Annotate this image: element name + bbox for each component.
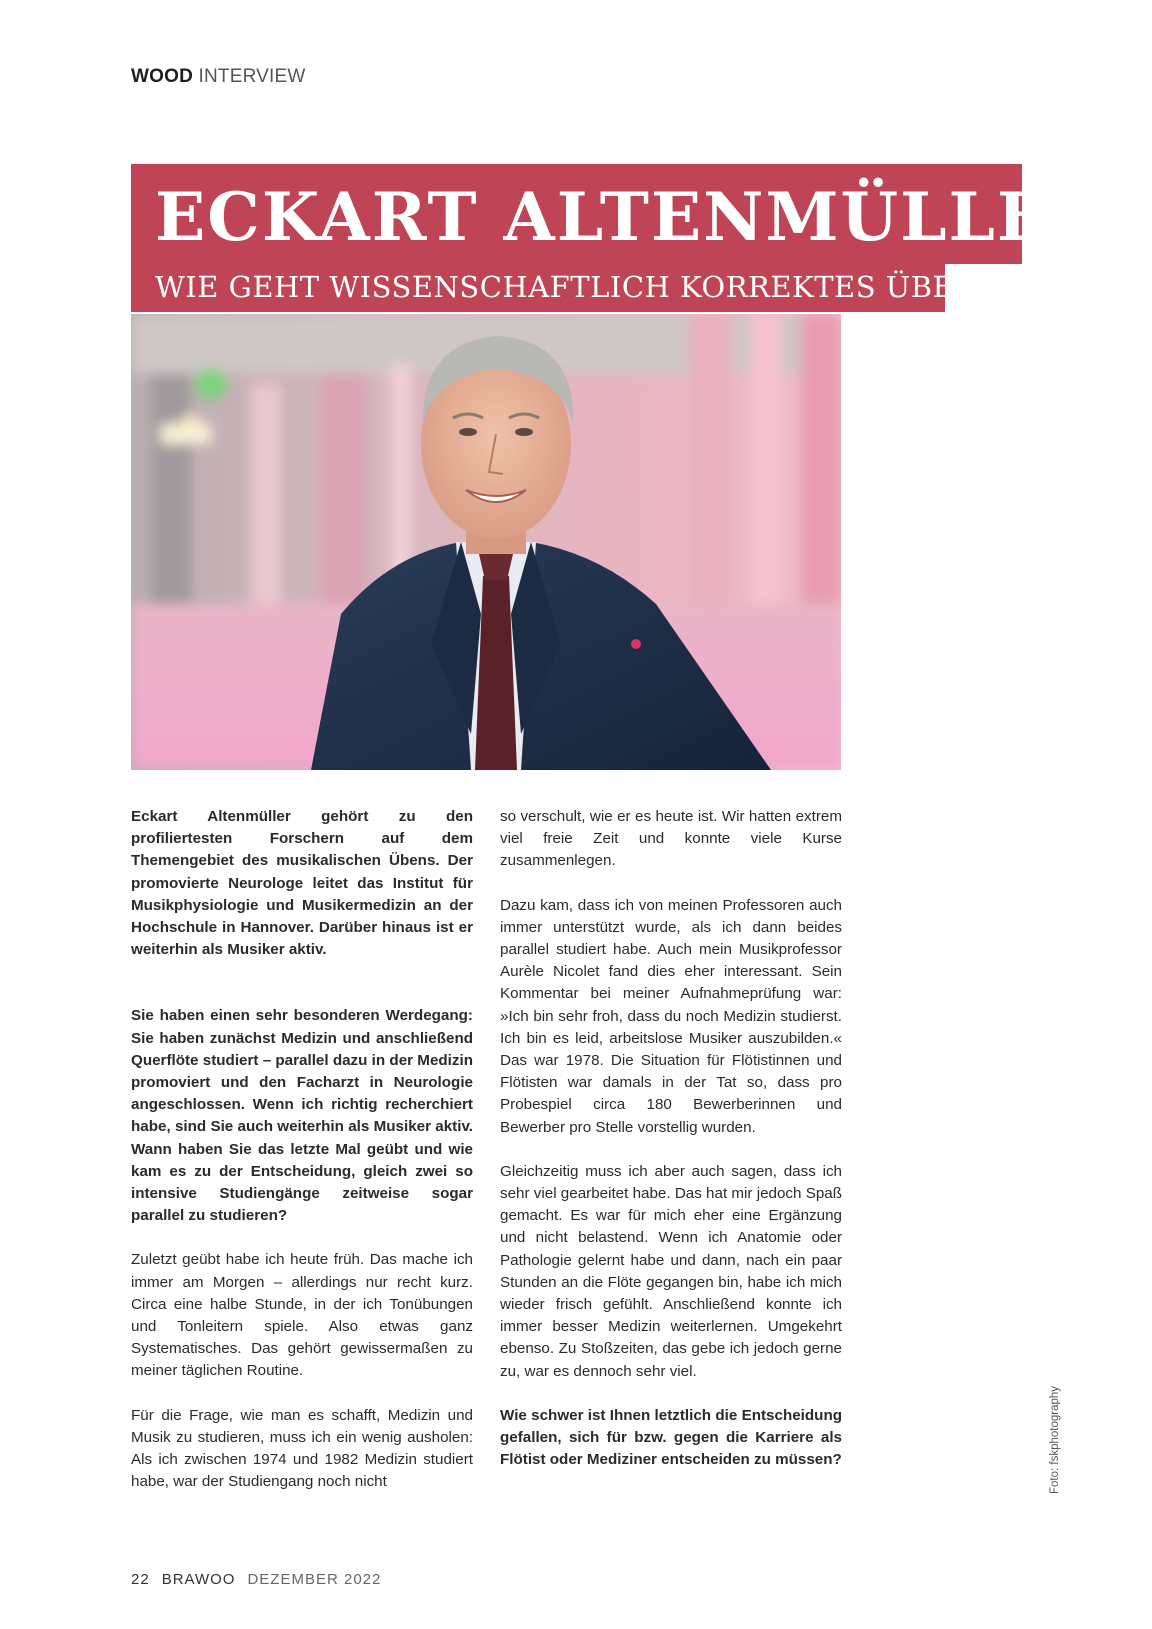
- article-title: ECKART ALTENMÜLLER: [155, 178, 1107, 256]
- page-footer: [131, 1571, 393, 1588]
- interview-question: Wie schwer ist Ihnen letztlich die Entscheidung gefallen, sich für bzw. gegen die Karriere als Flötist oder Mediziner entscheiden zu müssen?: [500, 1406, 842, 1469]
- answer-paragraph: Gleichzeitig muss ich aber auch sagen, dass ich sehr viel gearbeitet habe. Das hat mir jedoch Spaß gemacht. Es war für mich eher eine Ergänzung und nicht belastend. Wenn ich Anatomie oder Pathologie gelernt habe und dann, nach ein paar Stunden an die Flöte gegangen bin, habe ich mich wieder frisch gefühlt. Anschließend konnte ich immer besser Medizin weiterlernen. Umgekehrt ebenso. Zu Stoßzeiten, das gebe ich jedoch gerne zu, war es dennoch sehr viel.: [500, 1162, 842, 1380]
- article-subtitle: WIE GEHT WISSENSCHAFTLICH KORREKTES ÜBEN?: [155, 270, 997, 304]
- photo-credit: Foto: fskphotography: [1049, 1385, 1061, 1494]
- subtitle-bar: [131, 264, 997, 312]
- section-label-strong: WOOD: [131, 66, 194, 87]
- answer-paragraph: so verschult, wie er es heute ist. Wir hatten extrem viel freie Zeit und konnte viele Kurse zusammenlegen.: [500, 808, 842, 870]
- page-number: 22: [131, 1571, 150, 1588]
- interview-question: Sie haben einen sehr besonderen Werdegang: Sie haben zunächst Medizin und anschließend Querflöte studiert – parallel dazu in der Medizin promoviert und den Facharzt in Neurologie angeschlossen. Wenn ich richtig recherchiert habe, sind Sie auch weiterhin als Musiker aktiv. Wann haben Sie das letzte Mal geübt und wie kam es zu der Entscheidung, gleich zwei so intensive Studiengänge zeitweise sogar parallel zu studieren?: [131, 1007, 473, 1225]
- answer-paragraph: Für die Frage, wie man es schafft, Medizin und Musik zu studieren, muss ich ein wenig ausholen: Als ich zwischen 1974 und 1982 Medizin studiert habe, war der Studiengang noch nicht: [131, 1406, 473, 1491]
- intro-paragraph: Eckart Altenmüller gehört zu den profiliertesten Forschern auf dem Themengebiet des musikalischen Übens. Der promovierte Neurologe leitet das Institut für Musikphysiologie und Musikermedizin an der Hochschule in Hannover. Darüber hinaus ist er weiterhin als Musiker aktiv.: [131, 808, 473, 959]
- article-column-left: [131, 806, 473, 1515]
- title-bar: [131, 164, 1107, 264]
- section-label-light: INTERVIEW: [198, 66, 306, 87]
- magazine-name: BRAWOO: [161, 1571, 236, 1588]
- answer-paragraph: Zuletzt geübt habe ich heute früh. Das mache ich immer am Morgen – allerdings nur recht kurz. Circa eine halbe Stunde, in der ich Tonübungen und Tonleitern spiele. Also etwas ganz Systematisches. Das gehört gewissermaßen zu meiner täglichen Routine.: [131, 1251, 473, 1380]
- answer-paragraph: Dazu kam, dass ich von meinen Professoren auch immer unterstützt wurde, als ich dann beides parallel studiert habe. Auch mein Musikprofessor Aurèle Nicolet fand dies eher interessant. Sein Kommentar bei meiner Aufnahmeprüfung war: »Ich bin sehr froh, dass du noch Medizin studierst. Ich bin es leid, arbeitslose Musiker auszubilden.« Das war 1978. Die Situation für Flötistinnen und Flötisten war damals in der Tat so, dass pro Probespiel circa 180 Bewerberinnen und Bewerber pro Stelle vorstellig wurden.: [500, 896, 842, 1136]
- issue-date: DEZEMBER 2022: [247, 1571, 382, 1588]
- portrait-photo: [131, 314, 841, 770]
- article-column-right: [500, 806, 842, 1493]
- section-header: [131, 66, 306, 88]
